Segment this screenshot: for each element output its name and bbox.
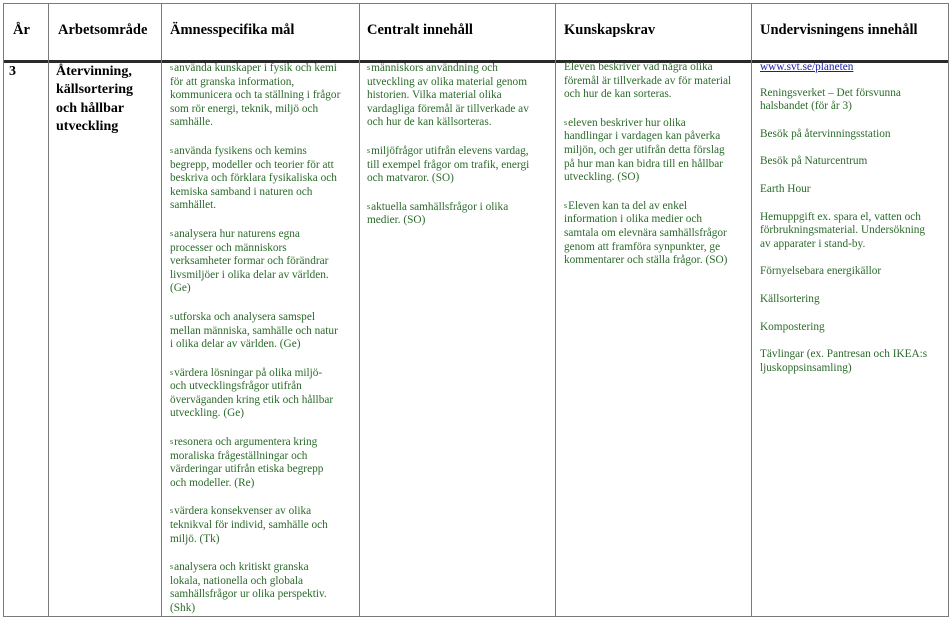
teaching-item — [760, 348, 948, 375]
table-top-border — [3, 3, 949, 4]
text-line: begrepp, modeller och teorier för att — [170, 158, 334, 171]
work-area-line: källsortering — [56, 82, 133, 98]
text-line: samhällsfrågor ur olika perspektiv. — [170, 588, 327, 601]
text-line: för att granska information, — [170, 75, 295, 88]
text-line: Förnyelsebara energikällor — [760, 265, 882, 278]
teaching-content-cell — [760, 61, 948, 389]
svt-planeten-link[interactable]: www.svt.se/planeten — [760, 61, 854, 73]
text-line: kemiska samband i naturen och — [170, 185, 313, 198]
text-line: Eleven beskriver vad några olika — [564, 61, 713, 73]
teaching-item — [760, 155, 948, 169]
goal-item — [170, 560, 358, 615]
text-line: utveckling. (Ge) — [170, 407, 245, 420]
bullet-icon: ѕ — [367, 201, 371, 211]
text-line: (Ge) — [170, 282, 191, 295]
goal-item — [170, 366, 358, 421]
central-content-item — [367, 61, 555, 130]
text-line: samhälle. — [170, 116, 213, 129]
text-line: Källsortering — [760, 292, 820, 305]
text-line: verksamheter formar och förändrar — [170, 255, 329, 268]
knowledge-requirements-cell — [564, 61, 752, 282]
text-line: historien. Vilka material olika — [367, 89, 502, 102]
bullet-icon: ѕ — [170, 63, 174, 72]
bullet-icon: ѕ — [170, 145, 174, 155]
text-line: utveckling av olika material genom — [367, 75, 527, 88]
teaching-item — [760, 293, 948, 307]
teaching-item — [760, 321, 948, 335]
text-line: använda kunskaper i fysik och kemi — [174, 62, 337, 74]
header-teaching-content: Undervisningens innehåll — [760, 22, 918, 38]
text-line: aktuella samhällsfrågor i olika — [371, 200, 509, 213]
teaching-item — [760, 128, 948, 142]
work-area-line: Återvinning, — [56, 64, 132, 79]
goal-item — [170, 310, 358, 352]
text-line: Reningsverket – Det försvunna — [760, 86, 901, 99]
bullet-icon: ѕ — [170, 228, 174, 238]
column-border — [161, 3, 162, 617]
text-line: föremål är tillverkade av för material — [564, 74, 732, 87]
work-area-line: och hållbar — [56, 100, 125, 116]
text-line: mellan människa, samhälle och natur — [170, 324, 338, 337]
central-content-item — [367, 200, 555, 228]
column-border — [3, 3, 4, 617]
teaching-item — [760, 87, 948, 114]
text-line: till exempel frågor om trafik, energi — [367, 158, 530, 171]
text-line: processer och människors — [170, 241, 287, 254]
text-line: på hur man kan bidra till en hållbar — [564, 157, 724, 170]
text-line: använda fysikens och kemins — [174, 144, 307, 157]
text-line: miljöfrågor utifrån elevens vardag, — [371, 144, 529, 157]
text-line: värdera konsekvenser av olika — [174, 505, 312, 518]
header-work-area: Arbetsområde — [58, 22, 148, 38]
text-line: ljuskoppsinsamling) — [760, 361, 852, 374]
year-cell: 3 — [9, 64, 16, 79]
text-line: Tävlingar (ex. Pantresan och IKEA:s — [760, 348, 928, 361]
text-line: livsmiljöer i olika delar av världen. — [170, 268, 329, 281]
text-line: eleven beskriver hur olika — [568, 116, 686, 129]
text-line: som rör energi, teknik, miljö och — [170, 102, 319, 115]
bullet-icon: ѕ — [170, 562, 174, 572]
teaching-item — [760, 211, 948, 252]
column-border — [48, 3, 49, 617]
text-line: miljö. (Tk) — [170, 532, 220, 545]
text-line: överväganden kring etik och hållbar — [170, 393, 334, 406]
text-line: samtala om elevnära samhällsfrågor — [564, 226, 727, 239]
text-line: och hur de kan sorteras. — [564, 88, 672, 101]
text-line: information i olika medier och — [564, 213, 703, 226]
work-area-cell — [56, 63, 133, 136]
text-line: i olika delar av världen. (Ge) — [170, 338, 301, 351]
text-line: analysera och kritiskt granska — [174, 561, 309, 574]
text-line: miljön, och ger utifrån detta förslag — [564, 143, 725, 156]
goal-item — [170, 61, 358, 130]
text-line: utveckling. (SO) — [564, 171, 640, 184]
text-line: handlingar i vardagen kan påverka — [564, 130, 721, 143]
bullet-icon: ѕ — [564, 200, 568, 210]
text-line: resonera och argumentera kring — [174, 436, 318, 449]
text-line: lokala, nationella och globala — [170, 574, 304, 587]
text-line: vardagliga föremål är tillverkade av — [367, 102, 529, 115]
requirement-item — [564, 199, 752, 268]
text-line: beskriva och förklara fysikaliska och — [170, 172, 337, 185]
bullet-icon: ѕ — [170, 506, 174, 516]
text-line: värdera lösningar på olika miljö- — [174, 366, 323, 379]
header-subject-goals: Ämnesspecifika mål — [170, 22, 295, 38]
teaching-item — [760, 183, 948, 197]
text-line: medier. (SO) — [367, 214, 426, 227]
header-year: År — [13, 22, 30, 38]
bullet-icon: ѕ — [564, 117, 568, 127]
header-knowledge-requirements: Kunskapskrav — [564, 22, 656, 38]
text-line: och matvaror. (SO) — [367, 172, 454, 185]
text-line: förbrukningsmaterial. Undersökning — [760, 224, 926, 237]
bullet-icon: ѕ — [367, 145, 371, 155]
text-line: analysera hur naturens egna — [174, 227, 300, 240]
goal-item — [170, 504, 358, 546]
central-content-item — [367, 144, 555, 186]
teaching-item — [760, 265, 948, 279]
text-line: utforska och analysera samspel — [174, 310, 315, 323]
header-central-content: Centralt innehåll — [367, 22, 473, 38]
goal-item — [170, 144, 358, 213]
text-line: teknikval för individ, samhälle och — [170, 519, 328, 532]
text-line: Besök på Naturcentrum — [760, 155, 868, 168]
text-line: av apparater i stand-by. — [760, 237, 866, 250]
subject-goals-cell — [170, 61, 358, 630]
table-bottom-border — [3, 616, 949, 617]
text-line: människors användning och — [371, 62, 498, 74]
text-line: Kompostering — [760, 320, 825, 333]
column-border — [555, 3, 556, 617]
text-line: och utvecklingsfrågor utifrån — [170, 380, 302, 393]
column-border — [359, 3, 360, 617]
requirement-item — [564, 116, 752, 185]
text-line: kommunicera och ta ställning i frågor — [170, 89, 341, 102]
text-line: samhället. — [170, 199, 217, 212]
text-line: kommentarer och ställa frågor. (SO) — [564, 254, 728, 267]
central-content-cell — [367, 61, 555, 242]
text-line: (Shk) — [170, 602, 196, 614]
text-line: moraliska frågeställningar och — [170, 449, 308, 462]
text-line: Hemuppgift ex. spara el, vatten och — [760, 210, 921, 223]
goal-item — [170, 435, 358, 490]
bullet-icon: ѕ — [367, 63, 371, 72]
text-line: och modeller. (Re) — [170, 476, 255, 489]
text-line: Eleven kan ta del av enkel — [568, 199, 688, 212]
bullet-icon: ѕ — [170, 367, 174, 377]
text-line: värderingar utifrån etiska begrepp — [170, 463, 324, 476]
bullet-icon: ѕ — [170, 437, 174, 447]
bullet-icon: ѕ — [170, 311, 174, 321]
text-line: Earth Hour — [760, 182, 811, 195]
text-line: Besök på återvinningsstation — [760, 127, 891, 140]
goal-item — [170, 227, 358, 296]
text-line: halsbandet (för år 3) — [760, 100, 852, 113]
text-line: genom att framföra synpunkter, ge — [564, 240, 721, 253]
work-area-line: utveckling — [56, 118, 119, 134]
text-line: och hur de kan källsorteras. — [367, 116, 492, 129]
column-border — [948, 3, 949, 617]
requirement-item — [564, 61, 752, 102]
